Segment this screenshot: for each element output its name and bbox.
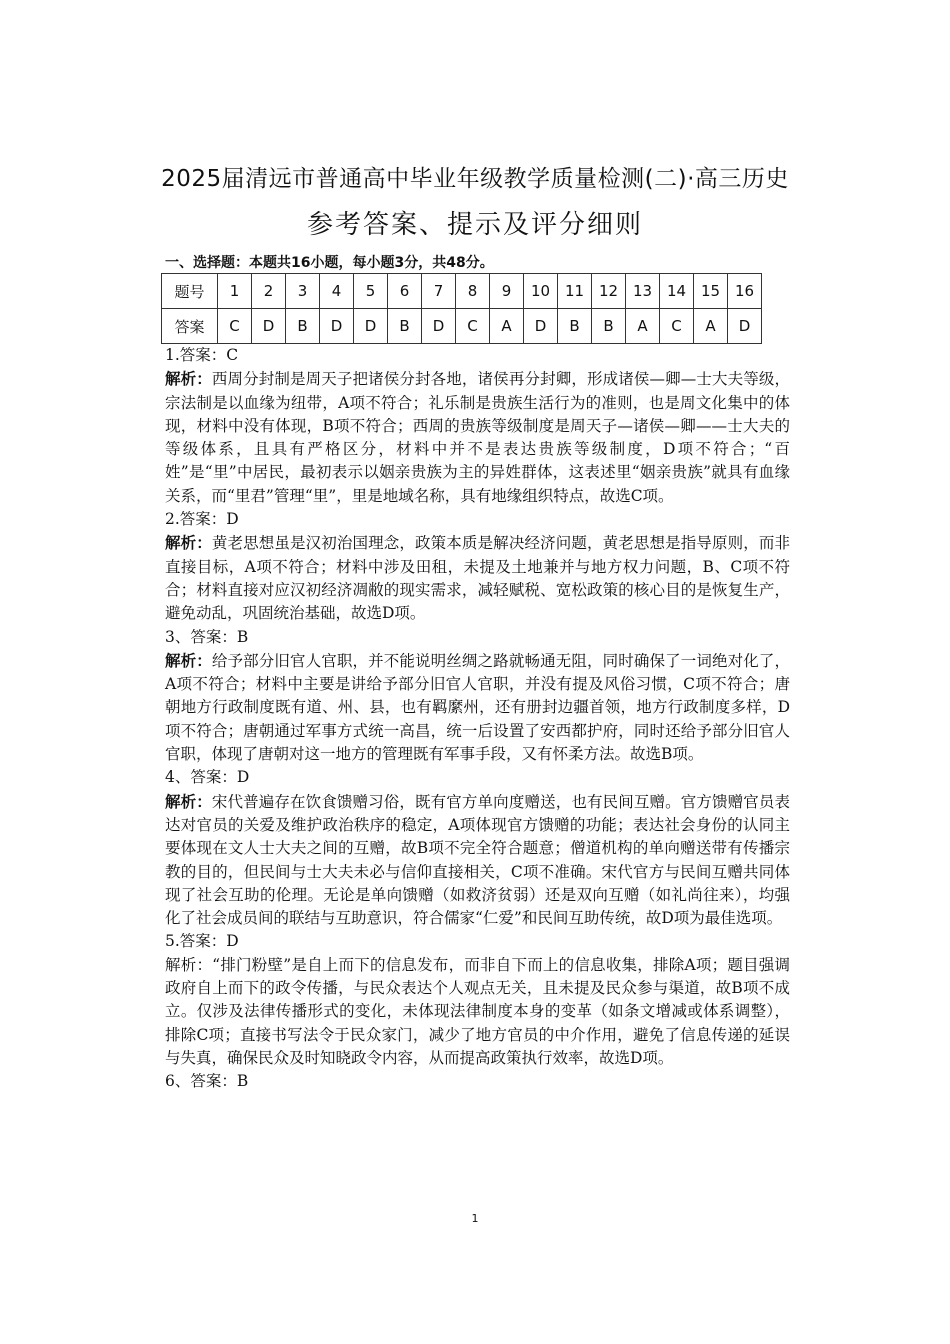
answer-cell: D bbox=[422, 309, 456, 344]
answer-cell: B bbox=[592, 309, 626, 344]
question-number: 13 bbox=[626, 274, 660, 309]
answer-line-3: 3、答案：B bbox=[165, 627, 249, 646]
explanation-text: 给予部分旧官人官职，并不能说明丝绸之路就畅通无阻，同时确保了一词绝对化了，A项不符合；材料中主要是讲给予部分旧官人官职，并没有提及风俗习惯，C项不符合；唐朝地方行政制度既有道、州、县，也有羁縻州，还有册封边疆首领，地方行政制度多样，D项不符合；唐朝通过军事方式统一高昌，统一后设置了安西都护府，同时还给予部分旧官人官职，体现了唐朝对这一地方的管理既有军事手段，又有怀柔方法。故选B项。 bbox=[165, 651, 790, 764]
explanation-text: “排门粉壁”是自上而下的信息发布，而非自下而上的信息收集，排除A项；题目强调政府自上而下的政令传播，与民众表达个人观点无关，且未提及民众参与渠道，故B项不成立。仅涉及法律传播形式的变化，未体现法律制度本身的变革（如条文增减或体系调整），排除C项；直接书写法令于民众家门，减少了地方官员的中介作用，避免了信息传递的延误与失真，确保民众及时知晓政令内容，从而提高政策执行效率，故选D项。 bbox=[165, 955, 790, 1067]
explanation-text: 宋代普遍存在饮食馈赠习俗，既有官方单向度赠送，也有民间互赠。官方馈赠官员表达对官员的关爱及维护政治秩序的稳定，A项体现官方馈赠的功能；表达社会身份的认同主要体现在文人士大夫之间的互赠，故B项不完全符合题意；僧道机构的单向赠送带有传播宗教的目的，但民间与士大夫未必与信仰直接相关，C项不准确。宋代官方与民间互赠共同体现了社会互助的伦理。无论是单向馈赠（如救济贫弱）还是双向互赠（如礼尚往来），均强化了社会成员间的联结与互助意识，符合儒家“仁爱”和民间互助传统，故D项为最佳选项。 bbox=[165, 792, 790, 928]
explanation-label: 解析： bbox=[165, 650, 212, 670]
question-number: 5 bbox=[354, 274, 388, 309]
answer-cell: B bbox=[286, 309, 320, 344]
answer-cell: A bbox=[490, 309, 524, 344]
answer-table bbox=[161, 273, 762, 344]
explanation-2 bbox=[165, 531, 790, 625]
explanation-3 bbox=[165, 649, 790, 766]
question-number: 8 bbox=[456, 274, 490, 309]
answer-cell: D bbox=[320, 309, 354, 344]
answer-cell: C bbox=[456, 309, 490, 344]
explanation-label: 解析： bbox=[165, 533, 212, 553]
question-number: 12 bbox=[592, 274, 626, 309]
explanation-label: 解析： bbox=[165, 369, 212, 389]
answer-cell: B bbox=[388, 309, 422, 344]
question-number: 2 bbox=[252, 274, 286, 309]
question-number: 9 bbox=[490, 274, 524, 309]
answer-cell: A bbox=[694, 309, 728, 344]
answer-cell: C bbox=[660, 309, 694, 344]
answer-cell: D bbox=[524, 309, 558, 344]
question-number: 10 bbox=[524, 274, 558, 309]
question-number: 1 bbox=[218, 274, 252, 309]
answer-line-1: 1.答案：C bbox=[165, 346, 239, 364]
question-number: 11 bbox=[558, 274, 592, 309]
table-row-numbers bbox=[162, 274, 762, 309]
row-label-answer: 答案 bbox=[162, 309, 218, 344]
question-number: 6 bbox=[388, 274, 422, 309]
question-number: 4 bbox=[320, 274, 354, 309]
section-heading: 一、选择题：本题共16小题，每小题3分，共48分。 bbox=[165, 255, 494, 271]
answer-cell: C bbox=[218, 309, 252, 344]
answer-line-6: 6、答案：B bbox=[165, 1072, 249, 1091]
page-number: 1 bbox=[471, 1212, 479, 1225]
question-number: 3 bbox=[286, 274, 320, 309]
explanation-1 bbox=[165, 367, 790, 508]
answer-cell: A bbox=[626, 309, 660, 344]
answer-cell: D bbox=[728, 309, 762, 344]
answer-cell: B bbox=[558, 309, 592, 344]
document-subtitle: 参考答案、提示及评分细则 bbox=[306, 210, 643, 240]
answer-cell: D bbox=[354, 309, 388, 344]
explanation-label: 解析： bbox=[165, 955, 213, 974]
question-number: 7 bbox=[422, 274, 456, 309]
explanation-text: 黄老思想虽是汉初治国理念，政策本质是解决经济问题，黄老思想是指导原则，而非直接目标，A项不符合；材料中涉及田租，未提及土地兼并与地方权力问题，B、C项不符合；材料直接对应汉初经济凋敝的现实需求，减轻赋税、宽松政策的核心目的是恢复生产，避免动乱，巩固统治基础，故选D项。 bbox=[165, 534, 790, 623]
answer-explanations bbox=[165, 344, 790, 1094]
question-number: 15 bbox=[694, 274, 728, 309]
answer-line-4: 4、答案：D bbox=[165, 768, 250, 787]
table-row-answers bbox=[162, 309, 762, 344]
row-label-number: 题号 bbox=[162, 274, 218, 309]
explanation-text: 西周分封制是周天子把诸侯分封各地，诸侯再分封卿，形成诸侯—卿—士大夫等级，宗法制是以血缘为纽带，A项不符合；礼乐制是贵族生活行为的准则，也是周文化集中的体现，材料中没有体现，B项不符合；西周的贵族等级制度是周天子—诸侯—卿——士大夫的等级体系，且具有严格区分，材料中并不是表达贵族等级制度，D项不符合；“百姓”是“里”中居民，最初表示以姻亲贵族为主的异姓群体，这表述里“姻亲贵族”就具有血缘关系，而“里君”管理“里”，里是地域名称，具有地缘组织特点，故选C项。 bbox=[165, 370, 790, 505]
answer-cell: D bbox=[252, 309, 286, 344]
document-title: 2025届清远市普通高中毕业年级教学质量检测(二)·高三历史 bbox=[161, 166, 789, 192]
answer-line-2: 2.答案：D bbox=[165, 510, 239, 529]
explanation-label: 解析： bbox=[165, 791, 212, 811]
question-number: 16 bbox=[728, 274, 762, 309]
explanation-5 bbox=[165, 954, 790, 1070]
question-number: 14 bbox=[660, 274, 694, 309]
explanation-4 bbox=[165, 790, 790, 931]
answer-line-5: 5.答案：D bbox=[165, 932, 239, 951]
